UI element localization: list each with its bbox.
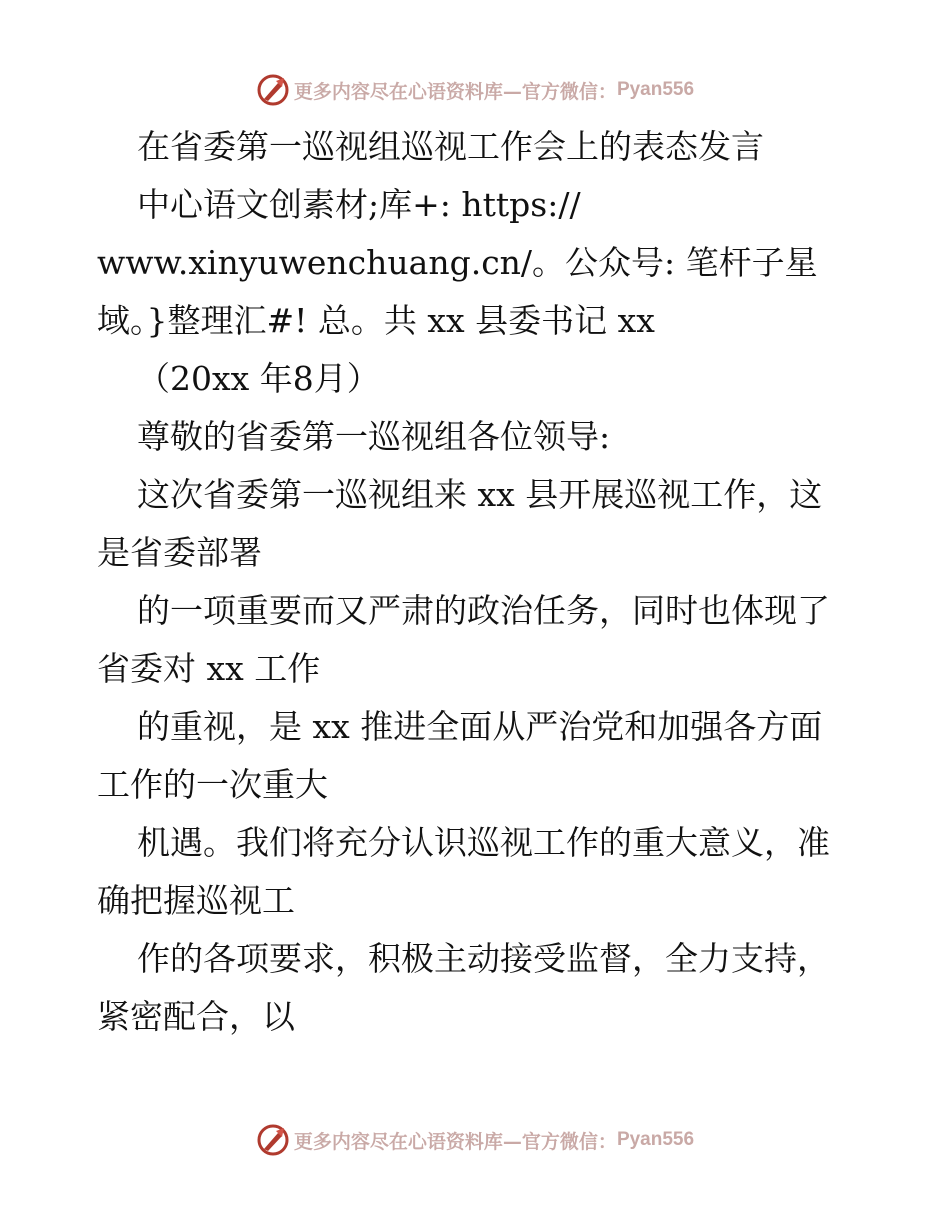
text-line: 中心语文创素材;库+: https:// <box>137 185 581 224</box>
text-line: 工作的一次重大 <box>97 765 328 804</box>
pen-circle-logo-icon <box>256 73 290 107</box>
text-line: www.xinyuwenchuang.cn/。公众号: 笔杆子星 <box>97 243 818 282</box>
text-line: 作的各项要求，积极主动接受监督，全力支持， <box>137 939 830 978</box>
text-line: 是省委部署 <box>97 533 262 572</box>
banner-text: 更多内容尽在心语资料库—官方微信： <box>293 80 617 103</box>
pen-circle-logo-icon <box>256 1123 290 1157</box>
document-title: 在省委第一巡视组巡视工作会上的表态发言 <box>137 127 764 166</box>
header-watermark-banner <box>0 70 950 110</box>
date-line: （20xx 年8月） <box>137 359 380 398</box>
text-line: 省委对 xx 工作 <box>97 649 321 688</box>
footer-watermark-banner <box>0 1120 950 1160</box>
text-line: 紧密配合，以 <box>97 997 295 1036</box>
text-line: 确把握巡视工 <box>97 881 295 920</box>
banner-text: 更多内容尽在心语资料库—官方微信： <box>293 1130 617 1153</box>
salutation: 尊敬的省委第一巡视组各位领导: <box>137 417 611 456</box>
text-line: 机遇。我们将充分认识巡视工作的重大意义，准 <box>137 823 830 862</box>
banner-wechat-id: Pyan556 <box>616 79 695 100</box>
text-line: 的重视，是 xx 推进全面从严治党和加强各方面 <box>137 707 823 746</box>
text-line: 的一项重要而又严肃的政治任务，同时也体现了 <box>137 591 830 630</box>
document-body <box>97 118 887 1046</box>
text-line: 这次省委第一巡视组来 xx 县开展巡视工作，这 <box>137 475 823 514</box>
text-line: 域。}整理汇#! 总。共 xx 县委书记 xx <box>97 301 655 340</box>
banner-wechat-id: Pyan556 <box>616 1129 695 1150</box>
